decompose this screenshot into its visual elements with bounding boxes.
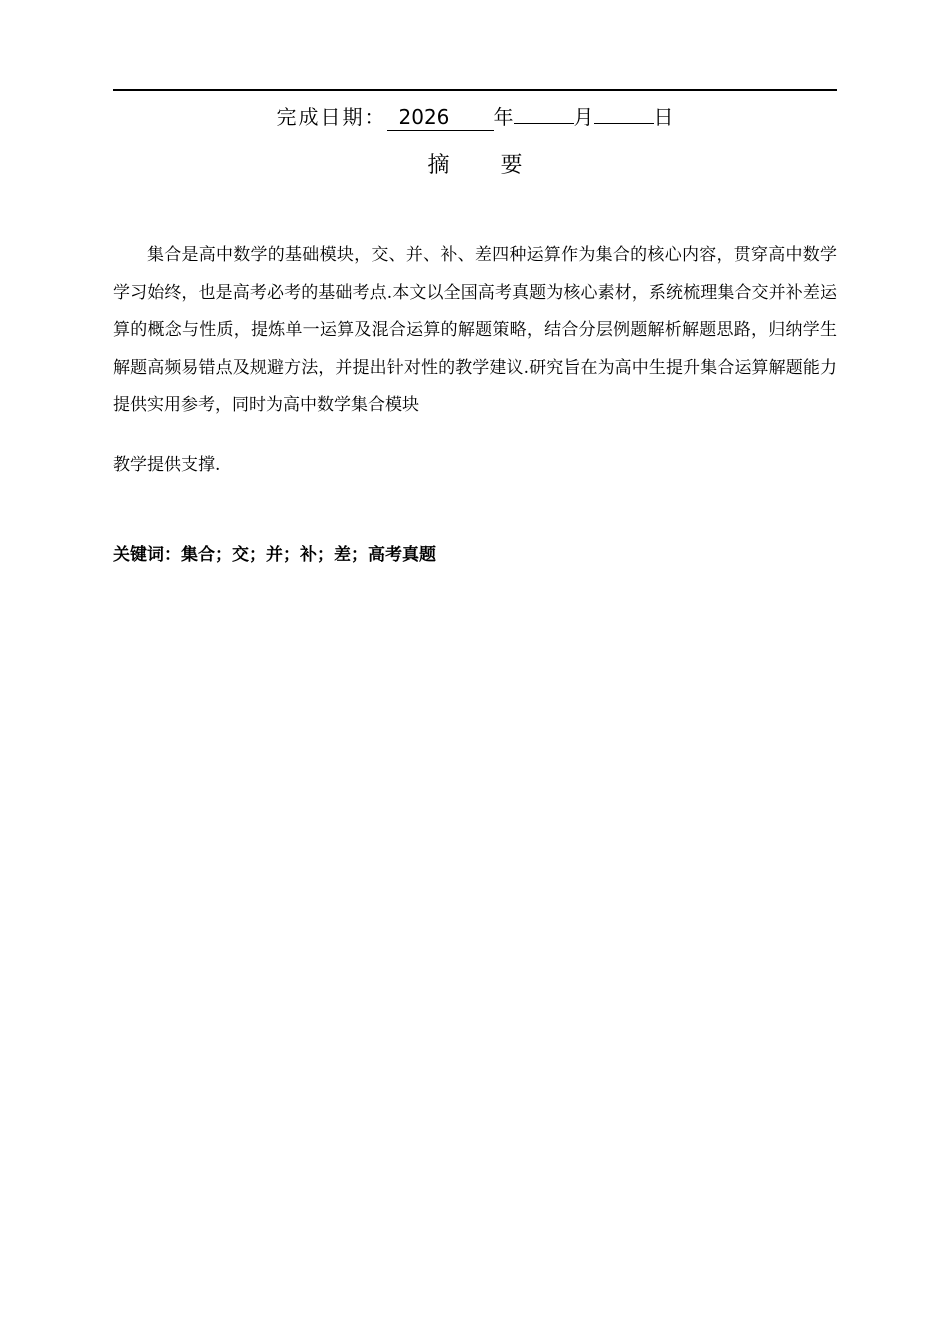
month-field	[514, 123, 574, 124]
month-unit: 月	[573, 105, 594, 129]
abstract-body-tail: 教学提供支撑.	[113, 455, 221, 475]
abstract-body: 集合是高中数学的基础模块，交、并、补、差四种运算作为集合的核心内容，贯穿高中数学学习始终，也是高考必考的基础考点.本文以全国高考真题为核心素材，系统梳理集合交并补差运算的概念与性质，提炼单一运算及混合运算的解题策略，结合分层例题解析解题思路，归纳学生解题高频易错点及规避方法，并提出针对性的教学建议.研究旨在为高中生提升集合运算解题能力提供实用参考，同时为高中数学集合模块	[113, 245, 837, 415]
day-field	[594, 123, 654, 124]
keywords: 关键词：集合；交；并；补；差；高考真题	[113, 545, 436, 565]
top-rule	[113, 89, 837, 91]
completion-date-line	[0, 102, 950, 132]
abstract-title: 摘 要	[427, 153, 545, 178]
date-label: 完成日期：	[276, 105, 387, 129]
year-field: 2026	[387, 104, 494, 131]
day-unit: 日	[653, 105, 674, 129]
year-unit: 年	[493, 105, 514, 129]
